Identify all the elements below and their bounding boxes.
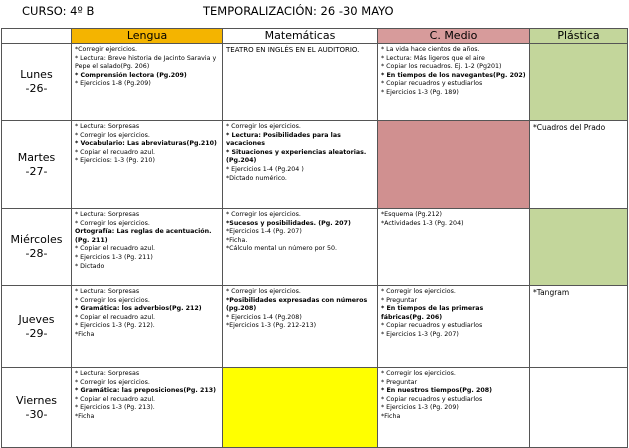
list-item: * Copiar los recuadros. Ej. 1-2 (Pg201) [381, 63, 502, 71]
list-item: * La vida hace cientos de años. [381, 46, 480, 53]
table-row [2, 44, 628, 121]
corner-cell [2, 29, 72, 44]
list-item: * Preguntar [381, 378, 418, 386]
day-name: Miércoles [10, 233, 63, 246]
col-header-plastica: Plástica [530, 29, 628, 44]
list-item: *Actividades 1-3 (Pg. 204) [381, 219, 464, 227]
list-item: * Copiar el recuadro azul. [75, 148, 156, 156]
col-header-cmedio: C. Medio [378, 29, 530, 44]
list-item: *Dictado numérico. [226, 174, 287, 182]
cell-cmedio [378, 209, 530, 286]
day-name: Lunes [20, 68, 53, 81]
list-item: * Situaciones y experiencias aleatorias. (Pg.204) [226, 148, 367, 165]
list-item: *Ficha [75, 330, 95, 338]
col-header-matematicas: Matemáticas [223, 29, 378, 44]
cell-plastica [530, 44, 628, 121]
day-name: Viernes [16, 393, 57, 407]
list-item: * En tiempos de las primeras fábricas(Pg. 206) [381, 305, 484, 321]
list-item: * Lectura: Sorpresas [75, 288, 140, 295]
cell-matematicas [223, 44, 378, 121]
list-item: * Lectura: Más ligeros que el aire [381, 54, 485, 62]
list-item: * Ejercicios 1-3 (Pg. 211) [75, 253, 153, 261]
list-item: * Ejercicios 1-3 (Pg. 209) [381, 404, 459, 412]
cell-matematicas [223, 368, 378, 448]
list-item: * Lectura: Sorpresas [75, 211, 140, 218]
header-row [2, 29, 628, 44]
day-name: Martes [17, 150, 56, 164]
course-label: CURSO: 4º B [22, 4, 95, 18]
list-item: * Copiar el recuadro azul. [75, 245, 156, 253]
day-name: Jueves [18, 312, 55, 326]
list-item: * Ejercicios 1-3 (Pg. 213). [75, 404, 155, 412]
cell-lengua [72, 368, 223, 448]
day-date: -26- [25, 82, 48, 95]
list-item: TEATRO EN INGLÉS EN EL AUDITORIO. [226, 46, 360, 54]
list-item: * Vocabulario: Las abreviaturas(Pg.210) [75, 140, 217, 148]
list-item: * Copiar recuadros y estudiarlos [381, 395, 483, 403]
list-item: *Esquema (Pg.212) [381, 211, 442, 218]
cell-lengua [72, 44, 223, 121]
schedule-table [1, 28, 628, 448]
list-item: * Corregir los ejercicios. [226, 288, 301, 295]
list-item: Ortografía: Las reglas de acentuación. (Pg. 211) [75, 228, 212, 244]
cell-cmedio [378, 368, 530, 448]
list-item: * Corregir los ejercicios. [226, 211, 301, 218]
list-item: * Corregir los ejercicios. [75, 219, 150, 227]
day-date: -29- [25, 326, 48, 340]
list-item: * Lectura: Posibilidades para las vacaciones [226, 131, 341, 148]
cell-matematicas [223, 209, 378, 286]
list-item: *Ficha [75, 412, 95, 420]
list-item: * Dictado [75, 262, 105, 270]
list-item: * Ejercicios 1-3 (Pg. 212). [75, 322, 155, 330]
list-item: *Tangram [533, 288, 570, 297]
cell-plastica [530, 209, 628, 286]
day-date: -28- [25, 247, 48, 260]
list-item: * Corregir los ejercicios. [381, 370, 456, 377]
list-item: *Corregir ejercicios. [75, 46, 138, 53]
list-item: * Comprensión lectora (Pg.209) [75, 71, 187, 79]
cell-matematicas [223, 286, 378, 368]
col-header-lengua: Lengua [72, 29, 223, 44]
list-item: * Gramática: los adverbios(Pg. 212) [75, 305, 202, 313]
list-item: *Posibilidades expresadas con números (pg.208) [226, 296, 368, 313]
cell-plastica [530, 121, 628, 209]
list-item: * Lectura: Sorpresas [75, 123, 140, 130]
day-cell [2, 121, 72, 209]
cell-lengua [72, 209, 223, 286]
day-cell [2, 44, 72, 121]
cell-cmedio [378, 286, 530, 368]
list-item: * Corregir los ejercicios. [75, 378, 150, 386]
list-item: * Corregir los ejercicios. [226, 123, 301, 130]
list-item: *Sucesos y posibilidades. (Pg. 207) [226, 219, 351, 227]
list-item: * Copiar recuadros y estudiarlos [381, 322, 483, 330]
list-item: * Gramática: las preposiciones(Pg. 213) [75, 387, 216, 395]
cell-lengua [72, 121, 223, 209]
period-label: TEMPORALIZACIÓN: 26 -30 MAYO [203, 4, 394, 18]
list-item: * Ejercicios 1-8 (Pg.209) [75, 80, 151, 88]
list-item: * Lectura: Sorpresas [75, 370, 140, 377]
table-row [2, 209, 628, 286]
list-item: *Ejercicios 1-4 (Pg. 207) [226, 228, 302, 236]
day-cell [2, 209, 72, 286]
list-item: *Ficha. [226, 236, 248, 244]
day-date: -27- [25, 164, 48, 178]
list-item: * Copiar recuadros y estudiarlos [381, 80, 483, 88]
cell-matematicas [223, 121, 378, 209]
list-item: * Corregir los ejercicios. [75, 131, 150, 139]
list-item: * Copiar el recuadro azul. [75, 313, 156, 321]
list-item: * En tiempos de los navegantes(Pg. 202) [381, 71, 526, 79]
cell-plastica [530, 286, 628, 368]
list-item: *Cuadros del Prado [533, 123, 606, 132]
list-item: * Corregir los ejercicios. [75, 296, 150, 304]
list-item: * Ejercicios: 1-3 (Pg. 210) [75, 157, 155, 165]
list-item: * En nuestros tiempos(Pg. 208) [381, 387, 493, 395]
cell-plastica [530, 368, 628, 448]
list-item: * Ejercicios 1-4 (Pg.204 ) [226, 165, 304, 173]
table-row [2, 121, 628, 209]
list-item: *Ficha [381, 412, 401, 420]
table-row [2, 368, 628, 448]
table-row [2, 286, 628, 368]
list-item: * Corregir los ejercicios. [381, 288, 456, 295]
list-item: * Preguntar [381, 296, 418, 304]
day-cell [2, 286, 72, 368]
day-cell [2, 368, 72, 448]
cell-cmedio [378, 121, 530, 209]
list-item: * Copiar el recuadro azul. [75, 395, 156, 403]
list-item: *Cálculo mental un número por 50. [226, 245, 338, 253]
list-item: * Ejercicios 1-4 (Pg.208) [226, 313, 302, 321]
cell-lengua [72, 286, 223, 368]
list-item: *Ejercicios 1-3 (Pg. 212-213) [226, 322, 317, 330]
list-item: * Ejercicios 1-3 (Pg. 207) [381, 330, 459, 338]
cell-cmedio [378, 44, 530, 121]
list-item: * Ejercicios 1-3 (Pg. 189) [381, 88, 459, 96]
day-date: -30- [25, 407, 48, 421]
list-item: * Lectura: Breve historia de Jacinto Saravia y Pepe el salado(Pg. 206) [75, 54, 217, 71]
